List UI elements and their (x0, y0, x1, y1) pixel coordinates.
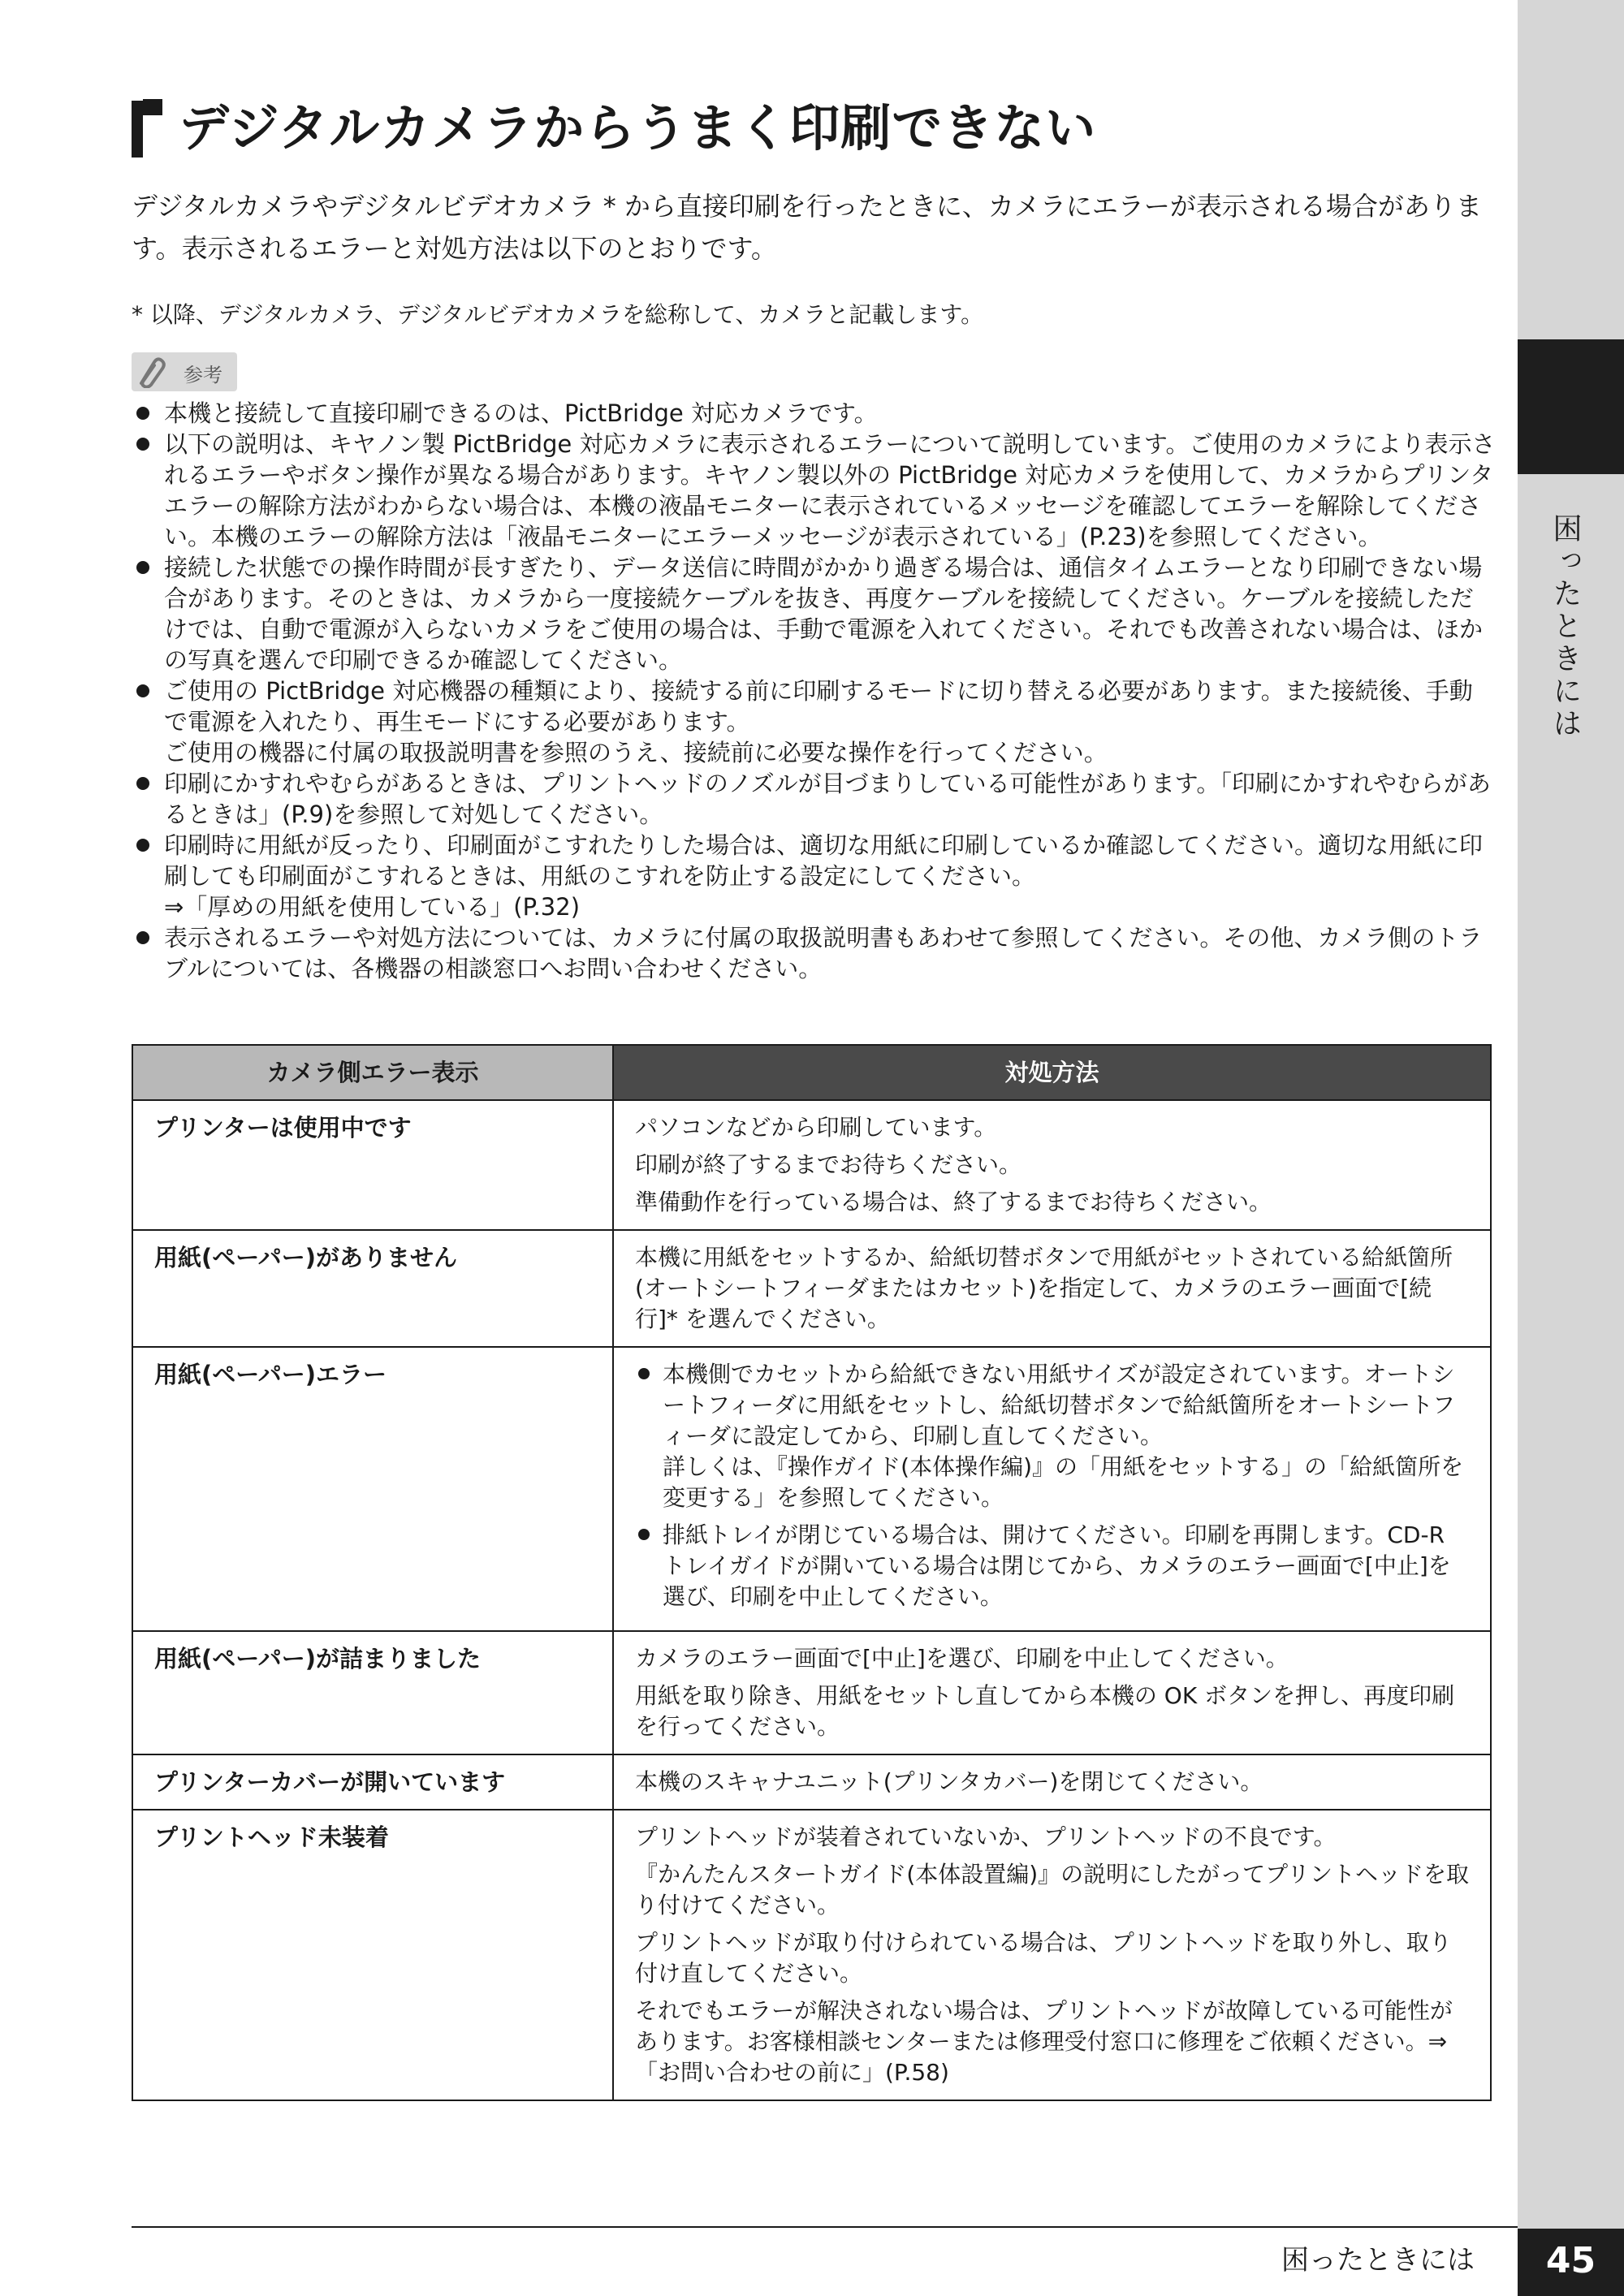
intro-paragraph: デジタルカメラやデジタルビデオカメラ * から直接印刷を行ったときに、カメラにエラーが表示される場合があります。表示されるエラーと対処方法は以下のとおりです。 (132, 191, 1482, 264)
note-item-text: 本機と接続して直接印刷できるのは、PictBridge 対応カメラです。 (164, 399, 878, 427)
table-row (132, 1347, 1491, 1631)
pencil-clip-icon (136, 356, 180, 388)
table-row (132, 1754, 1491, 1810)
error-message-cell: 用紙(ペーパー)がありません (132, 1230, 613, 1347)
note-item-text: 以下の説明は、キヤノン製 PictBridge 対応カメラに表示されるエラーについて説明しています。ご使用のカメラにより表示されるエラーやボタン操作が異なる場合があります。キヤノン製以外の PictBridge 対応カメラを使用して、カメラからプリンタエラーの解除方法がわからない場合は、本機の液晶モニターに表示されているメッセージを確認してエラーを解除してください。本機のエラーの解除方法は「液晶モニターにエラーメッセージが表示されている」(P.23)を参照してください。 (164, 430, 1496, 550)
note-item (132, 675, 1496, 768)
side-index-tab-active (1518, 339, 1624, 474)
note-item-text: 印刷時に用紙が反ったり、印刷面がこすれたりした場合は、適切な用紙に印刷しているか確認してください。適切な用紙に印刷しても印刷面がこすれるときは、用紙のこすれを防止する設定にしてください。 (164, 831, 1484, 890)
note-item (132, 429, 1496, 552)
error-message-cell: プリントヘッド未装着 (132, 1810, 613, 2100)
footer-section-name: 困ったときには (1281, 2244, 1475, 2277)
solution-bullet-text: 排紙トレイが閉じている場合は、開けてください。印刷を再開します。CD-R トレイガイドが開いている場合は閉じてから、カメラのエラー画面で[中止]を選び、印刷を中止してください。 (663, 1521, 1451, 1610)
table-row (132, 1230, 1491, 1347)
table-row (132, 1100, 1491, 1230)
note-item-text: ご使用の PictBridge 対応機器の種類により、接続する前に印刷するモードに切り替える必要があります。また接続後、手動で電源を入れたり、再生モードにする必要があります。 (164, 677, 1473, 736)
table-header-row (132, 1045, 1491, 1100)
solution-paragraph: それでもエラーが解決されない場合は、プリントヘッドが故障している可能性があります。お客様相談センターまたは修理受付窓口に修理をご依頼ください。⇒「お問い合わせの前に」(P.58) (635, 1997, 1453, 2086)
table-row (132, 1631, 1491, 1754)
table-body (132, 1100, 1491, 2100)
solution-paragraph: プリントヘッドが取り付けられている場合は、プリントヘッドを取り外し、取り付け直してください。 (635, 1929, 1452, 1987)
header-camera-error: カメラ側エラー表示 (132, 1045, 613, 1100)
note-item (132, 398, 1496, 429)
solution-bullet-text: 本機側でカセットから給紙できない用紙サイズが設定されています。オートシートフィーダに用紙をセットし、給紙切替ボタンで給紙箇所をオートシートフィーダに設定してから、印刷し直してください。 (663, 1361, 1456, 1449)
note-item-text: ⇒「厚めの用紙を使用している」(P.32) (164, 893, 581, 921)
solution-cell (613, 1631, 1491, 1754)
solution-bullet (635, 1359, 1471, 1513)
page-number-box (1518, 2229, 1624, 2296)
solution-cell (613, 1100, 1491, 1230)
note-list (132, 398, 1496, 984)
solution-paragraph: 本機のスキャナユニット(プリンタカバー)を閉じてください。 (635, 1768, 1263, 1795)
title-marker (132, 101, 143, 158)
footer-rule (132, 2226, 1518, 2228)
footnote: * 以降、デジタルカメラ、デジタルビデオカメラを総称して、カメラと記載します。 (132, 301, 984, 328)
header-solution: 対処方法 (613, 1045, 1491, 1100)
note-item-text: 接続した状態での操作時間が長すぎたり、データ送信に時間がかかり過ぎる場合は、通信タイムエラーとなり印刷できない場合があります。そのときは、カメラから一度接続ケーブルを抜き、再度ケーブルを接続してください。ケーブルを接続しただけでは、自動で電源が入らないカメラをご使用の場合は、手動で電源を入れてください。それでも改善されない場合は、ほかの写真を選んで印刷できるか確認してください。 (164, 554, 1484, 674)
solution-bullet (635, 1520, 1471, 1612)
page-title: デジタルカメラからうまく印刷できない (179, 98, 1097, 158)
note-item (132, 552, 1496, 675)
note-item (132, 830, 1496, 922)
error-message-cell: プリンターカバーが開いています (132, 1754, 613, 1810)
solution-bullet-text: 詳しくは、『操作ガイド(本体操作編)』の「用紙をセットする」の「給紙箇所を変更する」を参照してください。 (663, 1453, 1464, 1511)
table-row (132, 1810, 1491, 2100)
solution-bullet-list (635, 1359, 1471, 1612)
solution-cell (613, 1754, 1491, 1810)
note-label: 参考 (184, 364, 222, 386)
note-item-text: 表示されるエラーや対処方法については、カメラに付属の取扱説明書もあわせて参照してください。その他、カメラ側のトラブルについては、各機器の相談窓口へお問い合わせください。 (164, 924, 1483, 982)
note-item (132, 922, 1496, 984)
solution-paragraph: パソコンなどから印刷しています。 (635, 1114, 997, 1141)
note-item (132, 768, 1496, 830)
solution-cell (613, 1230, 1491, 1347)
error-table (132, 1044, 1492, 2101)
solution-paragraph: 用紙を取り除き、用紙をセットし直してから本機の OK ボタンを押し、再度印刷を行ってください。 (635, 1682, 1455, 1740)
solution-paragraph: 『かんたんスタートガイド(本体設置編)』の説明にしたがってプリントヘッドを取り付けてください。 (635, 1861, 1470, 1918)
page-number: 45 (1545, 2240, 1596, 2281)
error-message-cell: プリンターは使用中です (132, 1100, 613, 1230)
solution-cell (613, 1347, 1491, 1631)
solution-paragraph: プリントヘッドが装着されていないか、プリントヘッドの不良です。 (635, 1823, 1337, 1850)
solution-paragraph: 準備動作を行っている場合は、終了するまでお待ちください。 (635, 1189, 1272, 1215)
solution-paragraph: カメラのエラー画面で[中止]を選び、印刷を中止してください。 (635, 1645, 1289, 1672)
side-index-label: 困ったときには (1548, 513, 1582, 740)
solution-paragraph: 印刷が終了するまでお待ちください。 (635, 1151, 1022, 1178)
note-badge (132, 352, 237, 391)
title-marker-flag (143, 99, 162, 115)
error-message-cell: 用紙(ペーパー)エラー (132, 1347, 613, 1631)
solution-paragraph: 本機に用紙をセットするか、給紙切替ボタンで用紙がセットされている給紙箇所(オートシートフィーダまたはカセット)を指定して、カメラのエラー画面で[続行]* を選んでください。 (635, 1244, 1453, 1332)
note-item-text: ご使用の機器に付属の取扱説明書を参照のうえ、接続前に必要な操作を行ってください。 (164, 739, 1108, 766)
note-item-text: 印刷にかすれやむらがあるときは、プリントヘッドのノズルが目づまりしている可能性があります。「印刷にかすれやむらがあるときは」(P.9)を参照して対処してください。 (164, 770, 1491, 828)
error-message-cell: 用紙(ペーパー)が詰まりました (132, 1631, 613, 1754)
solution-cell (613, 1810, 1491, 2100)
